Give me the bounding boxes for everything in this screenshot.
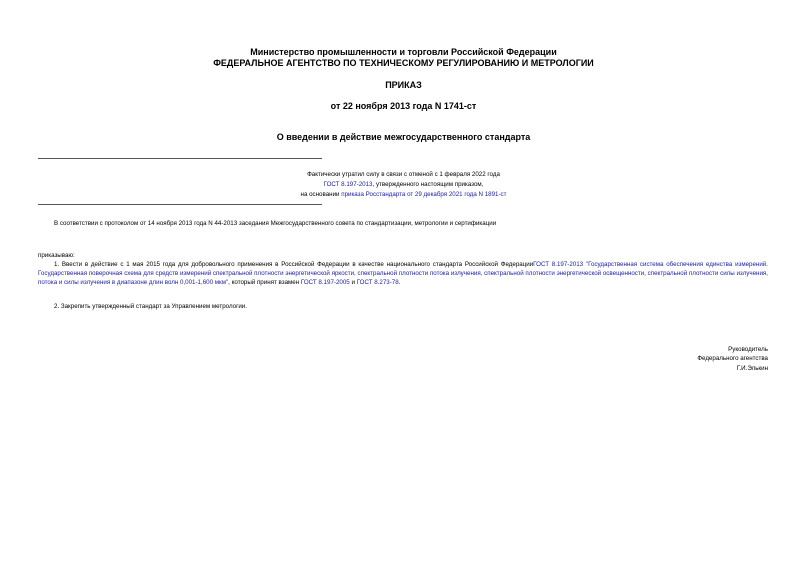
order-date-number: от 22 ноября 2013 года N 1741-ст — [330, 101, 477, 111]
order-word: приказываю: — [38, 252, 75, 259]
agency-name: ФЕДЕРАЛЬНОЕ АГЕНТСТВО ПО ТЕХНИЧЕСКОМУ РЕГУЛИРОВАНИЮ И МЕТРОЛОГИИ — [213, 58, 594, 68]
status-note-line3 — [0, 190, 807, 199]
ministry-name: Министерство промышленности и торговли Российской Федерации — [250, 47, 557, 57]
status-note-line2 — [0, 180, 807, 189]
signature-position-1: Руководитель — [728, 346, 768, 353]
item-1-middle: , который принят взамен — [228, 279, 301, 287]
gost-8197-2013-link[interactable]: ГОСТ 8.197-2013 — [323, 181, 373, 188]
document-type: ПРИКАЗ — [385, 80, 422, 90]
item-1 — [38, 260, 768, 288]
signature-name: Г.И.Элькин — [736, 365, 768, 372]
status-note-line2-rest: , утвержденного настоящим приказом, — [372, 181, 484, 188]
status-note-line3-prefix: на основании — [300, 191, 342, 198]
item-2: 2. Закрепить утвержденный стандарт за Управлением метрологии. — [54, 303, 247, 310]
signature-position-2: Федерального агентства — [697, 355, 768, 362]
gost-8273-78-link[interactable]: ГОСТ 8.273-78 — [356, 279, 399, 287]
gost-8197-2005-link[interactable]: ГОСТ 8.197-2005 — [300, 279, 350, 287]
item-1-conj: и — [349, 279, 357, 287]
gost-8197-2013-full-link[interactable]: ГОСТ 8.197-2013 "Государственная система обеспечения единства измерений. Государственная поверочная схема для средств измерений спектральной плотности энергетической яркости, спектральной плотности потока излучения, спектральной плотности энергетической освещенности, спектральной плотности силы излучения, потока и силы излучения в диапазоне длин волн 0,001-1,600 мкм" — [38, 261, 768, 287]
item-1-end: . — [398, 279, 401, 287]
order-subject: О введении в действие межгосударственного стандарта — [276, 132, 531, 142]
separator-top — [38, 158, 322, 159]
preamble-text: В соответствии с протоколом от 14 ноября 2013 года N 44-2013 заседания Межгосударственного совета по стандартизации, метрологии и сертификации — [54, 220, 497, 227]
status-note-line1: Фактически утратил силу в связи с отменой с 1 февраля 2022 года — [307, 171, 500, 178]
rosstandart-order-link[interactable]: приказа Росстандарта от 29 декабря 2021 года N 1891-ст — [341, 191, 507, 198]
separator-bottom — [38, 204, 322, 205]
item-1-prefix: 1. Ввести в действие с 1 мая 2015 года для добровольного применения в Российской Федерации в качестве национального стандарта Российской Федерации — [54, 261, 534, 268]
